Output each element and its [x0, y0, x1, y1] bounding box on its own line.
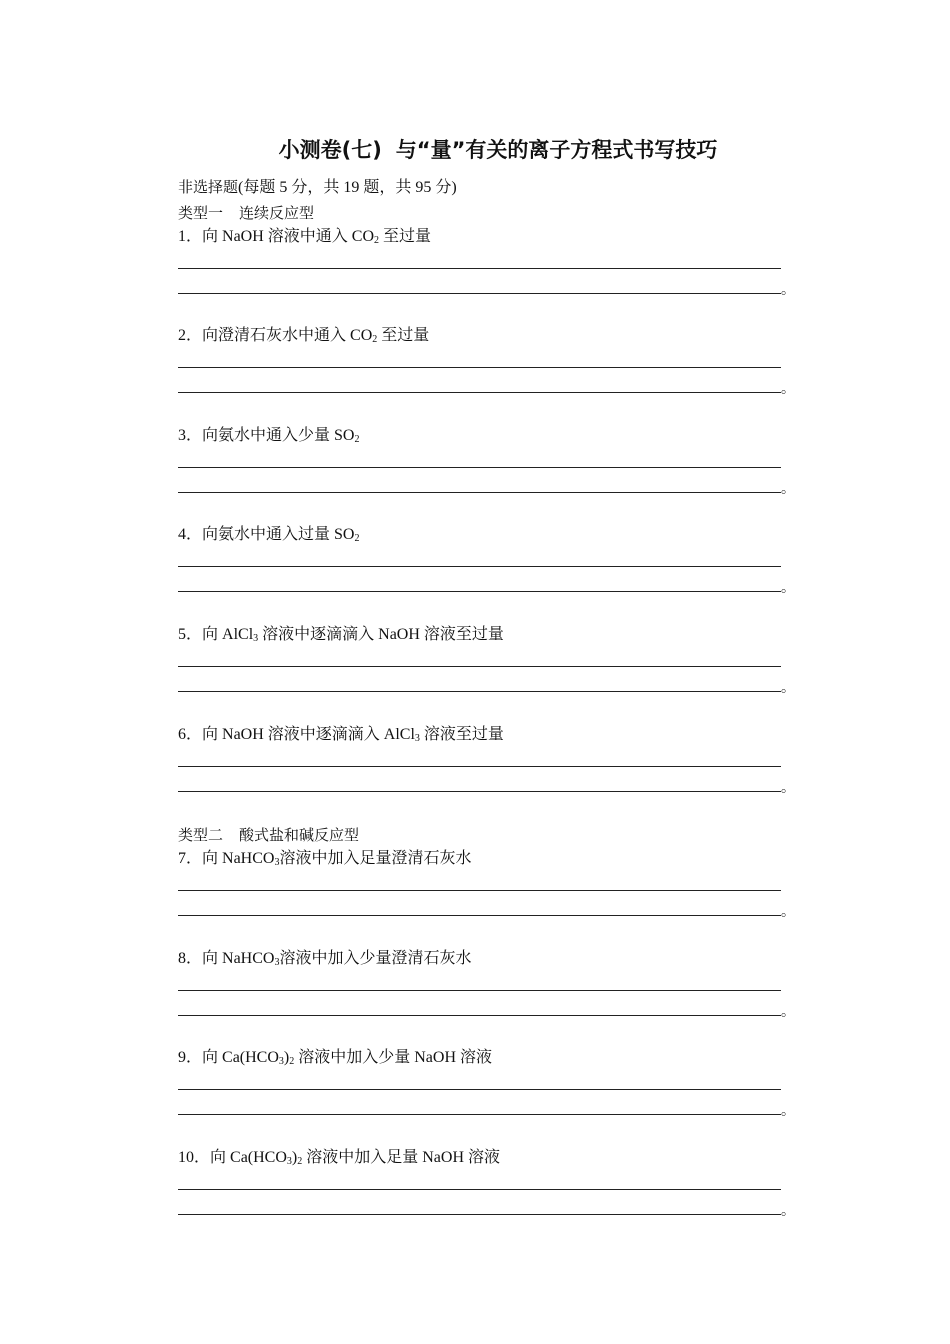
end-period: 。 — [781, 581, 795, 596]
subscript: 3 — [414, 733, 420, 744]
answer-line[interactable] — [178, 691, 781, 692]
question-text: 向 Ca(HCO — [202, 1049, 279, 1066]
subscript: 3 — [274, 957, 280, 968]
page-title — [0, 134, 950, 166]
answer-line[interactable] — [178, 1214, 781, 1215]
question-text: 向 NaOH 溶液中逐滴滴入 AlCl — [202, 726, 415, 743]
end-period: 。 — [781, 283, 795, 298]
answer-line[interactable] — [178, 1114, 781, 1115]
answer-line[interactable] — [178, 467, 781, 468]
question-text: 溶液中加入足量澄清石灰水 — [279, 850, 472, 867]
question-number: 5． — [178, 626, 203, 643]
section-heading-2 — [178, 824, 359, 846]
question-number: 3． — [178, 427, 203, 444]
answer-line[interactable] — [178, 268, 781, 269]
answer-line[interactable] — [178, 492, 781, 493]
question-number: 7． — [178, 850, 203, 867]
answer-line[interactable] — [178, 915, 781, 916]
answer-line[interactable] — [178, 1089, 781, 1090]
intro-lead: 非选择题 — [178, 178, 239, 196]
end-period: 。 — [781, 905, 795, 920]
question-3 — [178, 425, 359, 447]
end-period: 。 — [781, 781, 795, 796]
question-number: 10． — [178, 1149, 211, 1166]
question-text: 溶液中加入足量 NaOH 溶液 — [302, 1149, 501, 1166]
title-part-1: 小测卷(七) — [278, 138, 382, 162]
question-4 — [178, 524, 359, 546]
question-10 — [178, 1147, 500, 1169]
end-period: 。 — [781, 482, 795, 497]
subscript: 3 — [274, 857, 280, 868]
answer-line[interactable] — [178, 1189, 781, 1190]
question-text: 至过量 — [377, 327, 430, 344]
subscript: 2 — [289, 1056, 295, 1067]
question-number: 1． — [178, 228, 203, 245]
question-text: 溶液至过量 — [419, 726, 504, 743]
subscript: 2 — [372, 334, 378, 345]
section-label: 类型一 — [178, 204, 224, 222]
question-text: 向 NaHCO — [202, 950, 275, 967]
answer-line[interactable] — [178, 791, 781, 792]
answer-line[interactable] — [178, 566, 781, 567]
subscript: 3 — [253, 633, 259, 644]
question-text: 向 Ca(HCO — [210, 1149, 287, 1166]
question-text: 溶液中逐滴滴入 NaOH 溶液至过量 — [258, 626, 504, 643]
end-period: 。 — [781, 382, 795, 397]
section-intro — [178, 176, 457, 199]
question-text: 向澄清石灰水中通入 CO — [202, 327, 373, 344]
question-text: 向氨水中通入少量 SO — [202, 427, 355, 444]
intro-detail: (每题 5 分，共 19 题，共 95 分) — [238, 179, 457, 196]
end-period: 。 — [781, 681, 795, 696]
answer-line[interactable] — [178, 766, 781, 767]
section-name: 连续反应型 — [239, 204, 315, 222]
question-9 — [178, 1047, 492, 1069]
question-text: 溶液中加入少量 NaOH 溶液 — [294, 1049, 493, 1066]
question-text: 向 NaHCO — [202, 850, 275, 867]
question-number: 4． — [178, 526, 203, 543]
question-number: 9． — [178, 1049, 203, 1066]
section-heading-1 — [178, 202, 314, 224]
question-number: 2． — [178, 327, 203, 344]
answer-line[interactable] — [178, 990, 781, 991]
answer-line[interactable] — [178, 392, 781, 393]
answer-line[interactable] — [178, 293, 781, 294]
question-6 — [178, 724, 504, 746]
question-1 — [178, 226, 431, 248]
answer-line[interactable] — [178, 591, 781, 592]
answer-line[interactable] — [178, 890, 781, 891]
subscript: 3 — [286, 1156, 292, 1167]
title-part-2: 与“量”有关的离子方程式书写技巧 — [395, 138, 718, 162]
end-period: 。 — [781, 1104, 795, 1119]
question-text: 溶液中加入少量澄清石灰水 — [279, 950, 472, 967]
question-2 — [178, 325, 429, 347]
subscript: 3 — [278, 1056, 284, 1067]
end-period: 。 — [781, 1005, 795, 1020]
question-number: 6． — [178, 726, 203, 743]
question-text: ) — [291, 1149, 298, 1166]
subscript: 2 — [374, 235, 380, 246]
question-8 — [178, 948, 471, 970]
answer-line[interactable] — [178, 666, 781, 667]
section-name: 酸式盐和碱反应型 — [239, 826, 360, 844]
question-number: 8． — [178, 950, 203, 967]
subscript: 2 — [297, 1156, 303, 1167]
question-text: ) — [283, 1049, 290, 1066]
question-text: 向 NaOH 溶液中通入 CO — [202, 228, 375, 245]
section-label: 类型二 — [178, 826, 224, 844]
question-text: 至过量 — [379, 228, 432, 245]
subscript: 2 — [354, 533, 360, 544]
answer-line[interactable] — [178, 367, 781, 368]
end-period: 。 — [781, 1204, 795, 1219]
question-7 — [178, 848, 471, 870]
question-text: 向 AlCl — [202, 626, 254, 643]
question-text: 向氨水中通入过量 SO — [202, 526, 355, 543]
question-5 — [178, 624, 504, 646]
answer-line[interactable] — [178, 1015, 781, 1016]
subscript: 2 — [354, 434, 360, 445]
